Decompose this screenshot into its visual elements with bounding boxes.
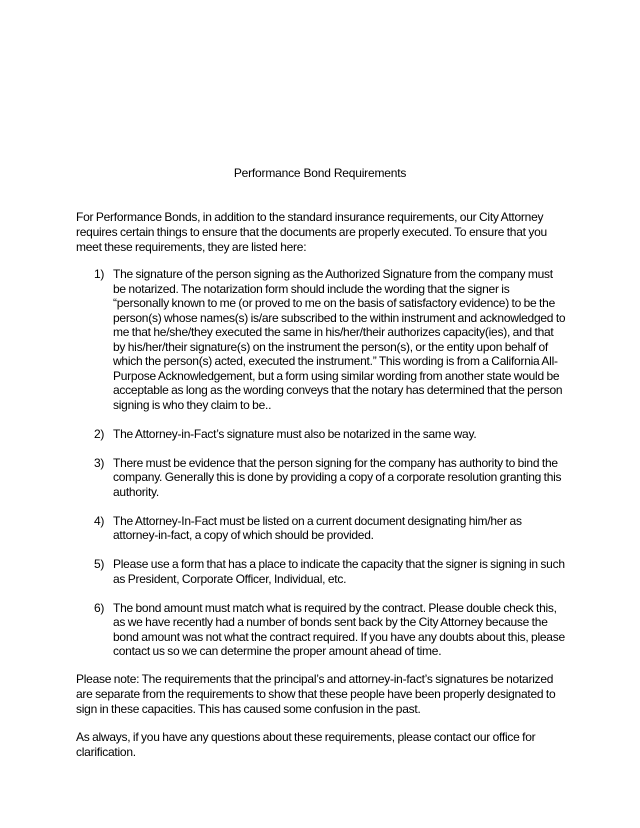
requirement-text: Please use a form that has a place to indicate the capacity that the signer is signing in such as President, Corporate Officer, Individual, etc. (113, 557, 565, 586)
requirement-item (76, 514, 566, 543)
requirement-text: The Attorney-in-Fact’s signature must also be notarized in the same way. (113, 426, 477, 441)
requirement-number: 6) (94, 600, 105, 615)
requirement-item (76, 267, 566, 412)
requirement-number: 1) (94, 267, 105, 281)
note-paragraph: Please note: The requirements that the principal’s and attorney-in-fact’s signatures be notarized are separate from the requirements to show that these people have been properly designated to sign in these capacities. This has caused some confusion in the past. (76, 672, 556, 716)
requirement-item (76, 557, 566, 586)
document-title: Performance Bond Requirements (233, 166, 407, 180)
requirement-text: The Attorney-In-Fact must be listed on a current document designating him/her as attorney-in-fact, a copy of which should be provided. (113, 513, 522, 542)
requirement-item (76, 427, 566, 442)
closing-paragraph: As always, if you have any questions about these requirements, please contact our office for clarification. (76, 730, 536, 759)
requirement-number: 4) (94, 513, 105, 528)
requirement-number: 2) (94, 426, 105, 441)
requirement-number: 5) (94, 557, 105, 571)
requirement-number: 3) (94, 455, 105, 470)
intro-paragraph: For Performance Bonds, in addition to the standard insurance requirements, our City Attorney requires certain things to ensure that the documents are properly executed. To ensure that you meet these requirements, they are listed here: (76, 210, 547, 254)
requirement-text: The bond amount must match what is required by the contract. Please double check this, as we have recently had a number of bonds sent back by the City Attorney because the bond amount was not what the contract required. If you have any doubts about this, please contact us so we can determine the proper amount ahead of time. (113, 600, 565, 658)
requirement-item (76, 601, 566, 659)
requirement-text: The signature of the person signing as the Authorized Signature from the company must be notarized. The notarization form should include the wording that the signer is “personally known to me (or proved to me on the basis of satisfactory evidence) to be the person(s) whose names(s) is/are subscribed to the within instrument and acknowledged to me that he/she/they executed the same in his/her/their authorizes capacity(ies), and that by his/her/their signature(s) on the instrument the person(s), or the entity upon behalf of which the person(s) acted, executed the instrument.” This wording is from a California All-Purpose Acknowledgement, but a form using similar wording from another state would be acceptable as long as the wording conveys that the notary has determined that the person signing is who they claim to be.. (113, 267, 566, 412)
requirement-item (76, 456, 566, 500)
requirements-list (76, 267, 566, 673)
requirement-text: There must be evidence that the person signing for the company has authority to bind the company. Generally this is done by providing a copy of a corporate resolution granting this authority. (113, 455, 562, 499)
